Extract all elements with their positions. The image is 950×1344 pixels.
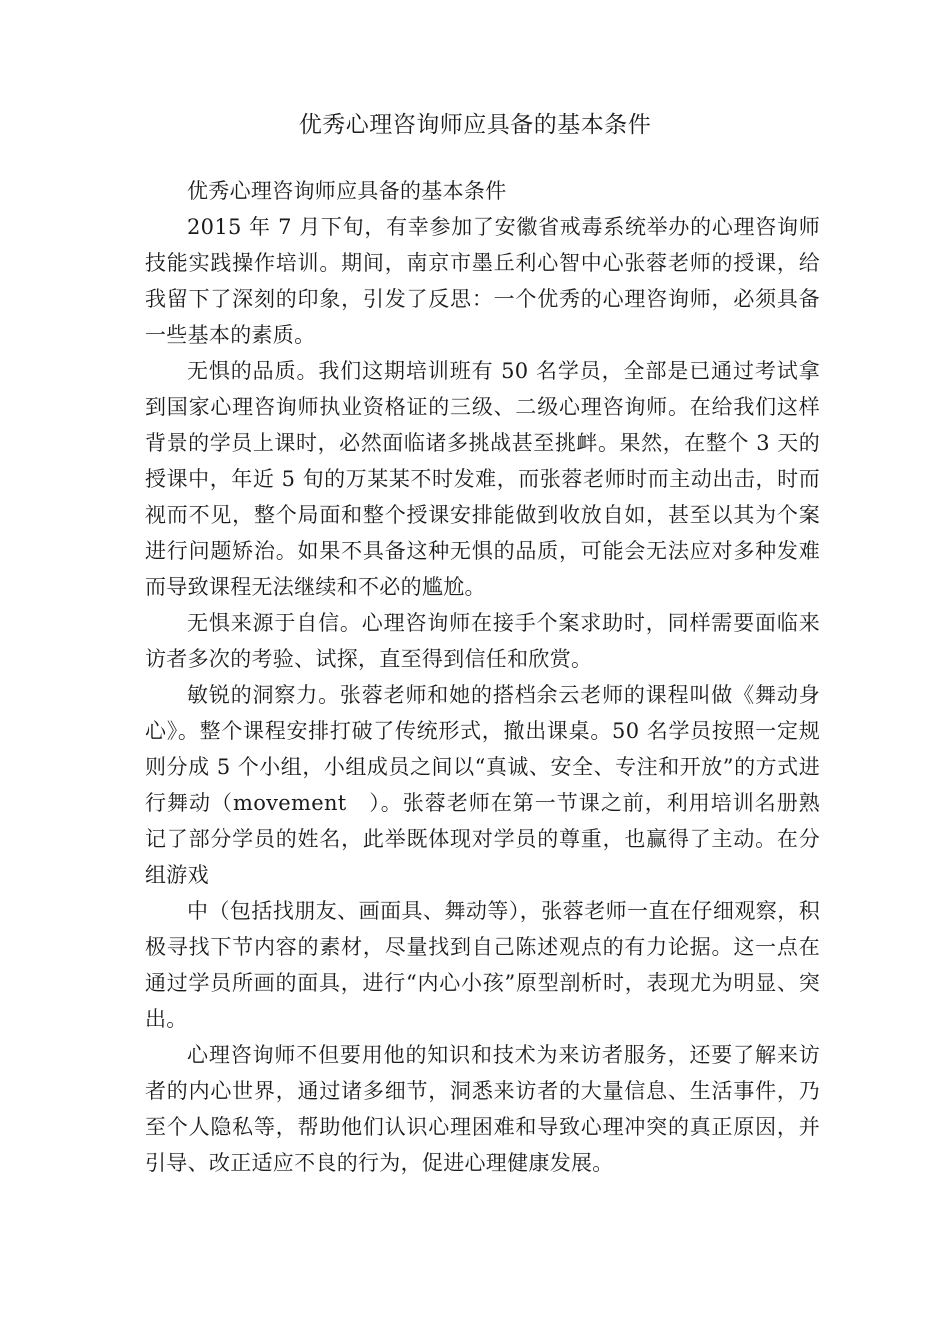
paragraph-fearless-quality: 无惧的品质。我们这期培训班有 50 名学员，全部是已通过考试拿到国家心理咨询师执业资格证的三级、二级心理咨询师。在给我们这样背景的学员上课时，必然面临诸多挑战甚至挑衅。果然，在整个 3 天的授课中，年近 5 旬的万某某不时发难，而张蓉老师时而主动出击，时而视而不见，整个局面和整个授课安排能做到收放自如，甚至以其为个案进行问题矫治。如果不具备这种无惧的品质，可能会无法应对多种发难而导致课程无法继续和不必的尴尬。 xyxy=(145,359,820,599)
paragraph-insight: 敏锐的洞察力。张蓉老师和她的搭档余云老师的课程叫做《舞动身心》。整个课程安排打破了传统形式，撤出课桌。50 名学员按照一定规则分成 5 个小组，小组成员之间以“真诚、安全、专注和开放”的方式进行舞动（movement ）。张蓉老师在第一节课之前，利用培训名册熟记了部分学员的姓名，此举既体现对学员的尊重，也赢得了主动。在分组游戏 xyxy=(145,683,820,887)
document-body xyxy=(145,173,820,1181)
paragraph-subtitle: 优秀心理咨询师应具备的基本条件 xyxy=(187,179,507,203)
paragraph-understanding: 心理咨询师不但要用他的知识和技术为来访者服务，还要了解来访者的内心世界，通过诸多细节，洞悉来访者的大量信息、生活事件，乃至个人隐私等，帮助他们认识心理困难和导致心理冲突的真正原因，并引导、改正适应不良的行为，促进心理健康发展。 xyxy=(145,1043,820,1175)
paragraph-confidence: 无惧来源于自信。心理咨询师在接手个案求助时，同样需要面临来访者多次的考验、试探，直至得到信任和欣赏。 xyxy=(145,611,820,671)
paragraph-intro: 2015 年 7 月下旬，有幸参加了安徽省戒毒系统举办的心理咨询师技能实践操作培训。期间，南京市墨丘利心智中心张蓉老师的授课，给我留下了深刻的印象，引发了反思：一个优秀的心理咨询师，必须具备一些基本的素质。 xyxy=(145,215,820,347)
paragraph-observation: 中（包括找朋友、画面具、舞动等），张蓉老师一直在仔细观察，积极寻找下节内容的素材，尽量找到自己陈述观点的有力论据。这一点在通过学员所画的面具，进行“内心小孩”原型剖析时，表现尤为明显、突出。 xyxy=(145,899,820,1031)
document-title: 优秀心理咨询师应具备的基本条件 xyxy=(298,112,652,138)
